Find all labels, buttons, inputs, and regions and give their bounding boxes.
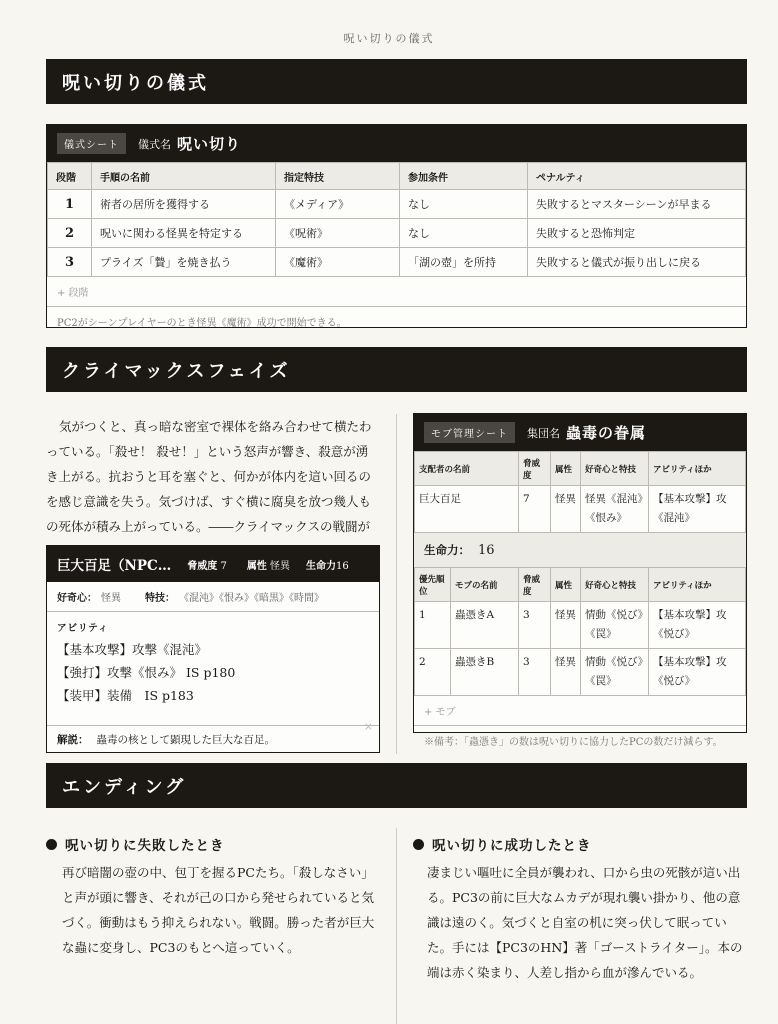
cell-stage: 1 bbox=[48, 190, 92, 219]
table-row[interactable] bbox=[48, 248, 746, 277]
col-step-name: 手順の名前 bbox=[92, 163, 276, 190]
mob-table-header bbox=[415, 568, 746, 602]
mob-group-name: 蟲毒の眷属 bbox=[566, 424, 647, 442]
mob-hp-label: 生命力： bbox=[424, 543, 470, 557]
col-ability: アビリティほか bbox=[649, 452, 746, 486]
cell-curiosity: 情動《悦び》《罠》 bbox=[581, 649, 649, 696]
npc-card bbox=[46, 545, 380, 753]
cell-skill: 《呪術》 bbox=[276, 219, 400, 248]
table-row[interactable] bbox=[415, 649, 746, 696]
col-attribute: 属性 bbox=[551, 568, 581, 602]
section-title-climax: クライマックスフェイズ bbox=[46, 347, 747, 392]
ending-success-heading bbox=[413, 834, 592, 854]
ending-fail-title: 呪い切りに失敗したとき bbox=[65, 838, 225, 854]
npc-name: 巨大百足（NPC… bbox=[57, 558, 172, 574]
col-stage: 段階 bbox=[48, 163, 92, 190]
cell-skill: 《メディア》 bbox=[276, 190, 400, 219]
npc-ability-label: アビリティ bbox=[57, 623, 109, 634]
col-attribute: 属性 bbox=[551, 452, 581, 486]
ending-success-title: 呪い切りに成功したとき bbox=[432, 838, 592, 854]
table-row[interactable] bbox=[48, 219, 746, 248]
cell-attribute: 怪異 bbox=[551, 649, 581, 696]
cell-step-name: プライズ「贄」を焼き払う bbox=[92, 248, 276, 277]
npc-hp: 生命力16 bbox=[306, 560, 349, 572]
npc-skills-label: 特技： bbox=[145, 593, 175, 604]
mob-sheet-badge: モブ管理シート bbox=[424, 422, 515, 443]
climax-text: 気がつくと、真っ暗な密室で裸体を絡み合わせて横たわっている。「殺せ！ 殺せ！」という怒声が響き、殺意が湧き上がる。抗おうと耳を塞ぐと、何かが体内を這い回るのを感じ意識を失う。気づけば、すぐ横に腐臭を放つ幾人もの死体が積み上がっている。――クライマックスの戦闘が bbox=[46, 419, 372, 534]
npc-desc-label: 解説： bbox=[57, 733, 89, 746]
npc-curiosity: 怪異 bbox=[101, 593, 121, 604]
col-priority: 優先順位 bbox=[415, 568, 451, 602]
ritual-note: PC2がシーンプレイヤーのとき怪異《魔術》成功で開始できる。 bbox=[57, 318, 347, 329]
section-title-ending: エンディング bbox=[46, 763, 747, 808]
cell-threat: 7 bbox=[519, 486, 551, 533]
ritual-name: 呪い切り bbox=[177, 135, 242, 153]
add-mob-button[interactable]: + モブ bbox=[414, 696, 746, 726]
cell-skill: 《魔術》 bbox=[276, 248, 400, 277]
table-row[interactable] bbox=[415, 486, 746, 533]
cell-attribute: 怪異 bbox=[551, 602, 581, 649]
cell-mob-name: 蟲憑きB bbox=[451, 649, 519, 696]
col-penalty: ペナルティ bbox=[528, 163, 746, 190]
cell-stage: 3 bbox=[48, 248, 92, 277]
npc-description: 蟲毒の核として顕現した巨大な百足。 bbox=[96, 733, 275, 746]
cell-penalty: 失敗すると恐怖判定 bbox=[528, 219, 746, 248]
cell-mob-name: 蟲憑きA bbox=[451, 602, 519, 649]
cell-priority: 2 bbox=[415, 649, 451, 696]
ending-fail-text: 再び暗闇の壺の中、包丁を握るPCたち。「殺しなさい」と声が頭に響き、それが己の口から発せられていると気づく。衝動はもう抑えられない。戦闘。勝った者が巨大な蟲に変身し、PC3のもとへ這っていく。 bbox=[62, 865, 375, 955]
col-condition: 参加条件 bbox=[400, 163, 528, 190]
cell-step-name: 術者の居所を獲得する bbox=[92, 190, 276, 219]
cell-threat: 3 bbox=[519, 602, 551, 649]
column-divider bbox=[396, 414, 397, 754]
ritual-table bbox=[47, 162, 746, 277]
cell-stage: 2 bbox=[48, 219, 92, 248]
npc-ability-item: 【強打】攻撃《恨み》 IS p180 bbox=[57, 665, 236, 680]
col-threat: 脅威度 bbox=[519, 452, 551, 486]
npc-description-row bbox=[47, 720, 379, 752]
mob-group-label: 集団名 bbox=[527, 426, 560, 440]
col-curiosity: 好奇心と特技 bbox=[581, 568, 649, 602]
bullet-icon bbox=[46, 839, 57, 850]
section-title-ritual: 呪い切りの儀式 bbox=[46, 59, 747, 104]
cell-condition: 「湖の壺」を所持 bbox=[400, 248, 528, 277]
ritual-table-header bbox=[48, 163, 746, 190]
col-skill: 指定特技 bbox=[276, 163, 400, 190]
cell-ability: 【基本攻撃】攻《混沌》 bbox=[649, 486, 746, 533]
col-ability: アビリティほか bbox=[649, 568, 746, 602]
ritual-name-label: 儀式名 bbox=[138, 137, 171, 151]
mob-hp-row bbox=[414, 533, 746, 567]
npc-header bbox=[47, 546, 379, 582]
npc-ability-item: 【基本攻撃】攻撃《混沌》 bbox=[57, 642, 208, 657]
cell-curiosity: 怪異《混沌》《恨み》 bbox=[581, 486, 649, 533]
cell-penalty: 失敗すると儀式が振り出しに戻る bbox=[528, 248, 746, 277]
col-boss-name: 支配者の名前 bbox=[415, 452, 519, 486]
table-row[interactable] bbox=[415, 602, 746, 649]
column-divider bbox=[396, 828, 397, 1024]
cell-attribute: 怪異 bbox=[551, 486, 581, 533]
ending-success-text: 凄まじい嘔吐に全員が襲われ、口から虫の死骸が這い出る。PC3の前に巨大なムカデが現れ襲い掛かり、他の意識は遠のく。気づくと自室の机に突っ伏して眠っていた。手には【PC3のHN】著「ゴーストライター」。本の端は赤く染まり、人差し指から血が滲んでいる。 bbox=[427, 865, 743, 980]
ritual-sheet-badge: 儀式シート bbox=[57, 133, 126, 154]
col-curiosity: 好奇心と特技 bbox=[581, 452, 649, 486]
cell-condition: なし bbox=[400, 190, 528, 219]
mob-sheet-header bbox=[414, 414, 746, 451]
bullet-icon bbox=[413, 839, 424, 850]
cell-penalty: 失敗するとマスターシーンが早まる bbox=[528, 190, 746, 219]
col-threat: 脅威度 bbox=[519, 568, 551, 602]
cell-condition: なし bbox=[400, 219, 528, 248]
npc-ability-item: 【装甲】装備 IS p183 bbox=[57, 688, 194, 703]
ritual-sheet bbox=[46, 124, 747, 328]
npc-threat: 脅威度 7 bbox=[187, 560, 227, 572]
mob-table bbox=[414, 567, 746, 696]
cell-step-name: 呪いに関わる怪異を特定する bbox=[92, 219, 276, 248]
cell-threat: 3 bbox=[519, 649, 551, 696]
table-row[interactable] bbox=[48, 190, 746, 219]
boss-table bbox=[414, 451, 746, 533]
npc-curiosity-label: 好奇心： bbox=[57, 593, 97, 604]
npc-attribute: 属性 怪異 bbox=[246, 560, 290, 572]
cell-boss-name: 巨大百足 bbox=[415, 486, 519, 533]
running-head: 呪い切りの儀式 bbox=[343, 32, 435, 45]
ritual-sheet-header bbox=[47, 125, 746, 162]
cell-ability: 【基本攻撃】攻《悦び》 bbox=[649, 602, 746, 649]
npc-abilities bbox=[47, 612, 379, 726]
cell-priority: 1 bbox=[415, 602, 451, 649]
close-icon[interactable]: × bbox=[363, 720, 373, 733]
mob-hp: 16 bbox=[478, 542, 495, 558]
add-stage-button[interactable]: + 段階 bbox=[47, 277, 746, 307]
ending-fail-heading bbox=[46, 834, 225, 854]
mob-sheet bbox=[413, 413, 747, 748]
col-mob-name: モブの名前 bbox=[451, 568, 519, 602]
mob-note: ※備考：「蟲憑き」の数は呪い切りに協力したPCの数だけ減らす。 bbox=[424, 737, 723, 748]
npc-skills: 《混沌》《恨み》《暗黒》《時間》 bbox=[179, 593, 324, 604]
cell-ability: 【基本攻撃】攻《悦び》 bbox=[649, 649, 746, 696]
cell-curiosity: 情動《悦び》《罠》 bbox=[581, 602, 649, 649]
npc-skills-row bbox=[47, 582, 379, 612]
boss-table-header bbox=[415, 452, 746, 486]
